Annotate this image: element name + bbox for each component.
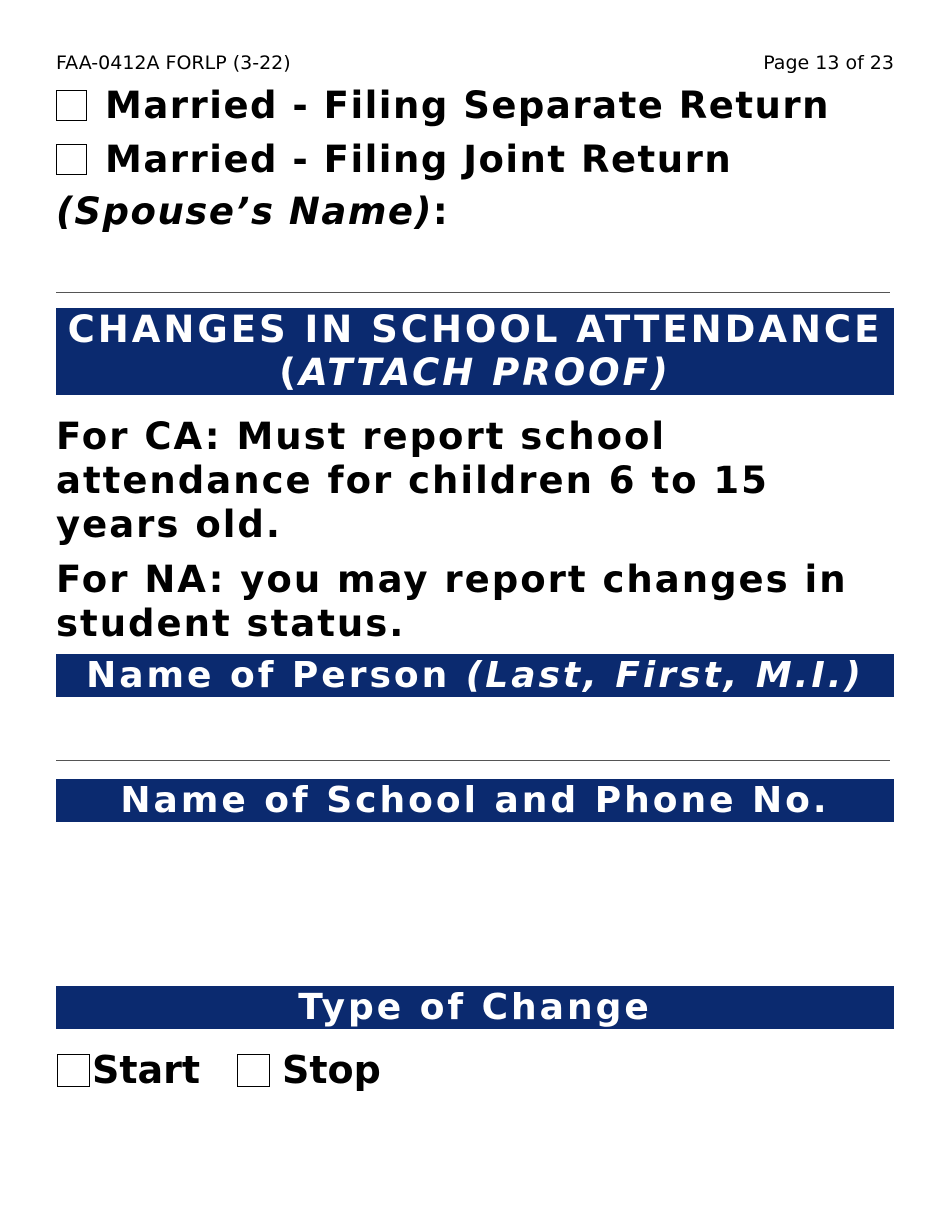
- school-attendance-title: CHANGES IN SCHOOL ATTENDANCE: [67, 308, 883, 351]
- ca-instructions: For CA: Must report school attendance for children 6 to 15 years old.: [56, 415, 769, 546]
- filing-joint-checkbox[interactable]: [56, 144, 87, 175]
- spouse-name-colon: :: [432, 190, 450, 233]
- start-option[interactable]: [57, 1048, 200, 1092]
- filing-separate-label: Married - Filing Separate Return: [105, 84, 830, 127]
- page-number: Page 13 of 23: [763, 52, 894, 74]
- filing-separate-option[interactable]: [56, 84, 830, 127]
- school-attendance-subtitle: [56, 351, 894, 394]
- person-name-label: Name of Person: [86, 655, 451, 696]
- person-name-field[interactable]: [56, 760, 890, 761]
- stop-option[interactable]: [237, 1048, 381, 1092]
- change-type-banner: [56, 986, 894, 1029]
- school-name-banner: [56, 779, 894, 822]
- start-checkbox[interactable]: [57, 1054, 90, 1087]
- spouse-name-label: [56, 190, 449, 233]
- school-attendance-banner: [56, 308, 894, 395]
- form-id: FAA-0412A FORLP (3-22): [56, 52, 291, 74]
- attach-proof-open-paren: (: [279, 351, 300, 394]
- spouse-name-text: (Spouse’s Name): [56, 190, 433, 233]
- start-label: Start: [92, 1048, 201, 1092]
- change-type-label: Type of Change: [298, 987, 652, 1028]
- person-name-banner: [56, 654, 894, 697]
- stop-checkbox[interactable]: [237, 1054, 270, 1087]
- filing-separate-checkbox[interactable]: [56, 90, 87, 121]
- filing-joint-label: Married - Filing Joint Return: [105, 138, 733, 181]
- attach-proof-text: ATTACH PROOF): [299, 351, 671, 394]
- filing-joint-option[interactable]: [56, 138, 732, 181]
- stop-label: Stop: [282, 1048, 381, 1092]
- person-name-hint: (Last, First, M.I.): [465, 655, 864, 696]
- school-name-label: Name of School and Phone No.: [120, 780, 830, 821]
- na-instructions: For NA: you may report changes in student status.: [56, 558, 848, 645]
- spouse-name-field[interactable]: [56, 292, 890, 293]
